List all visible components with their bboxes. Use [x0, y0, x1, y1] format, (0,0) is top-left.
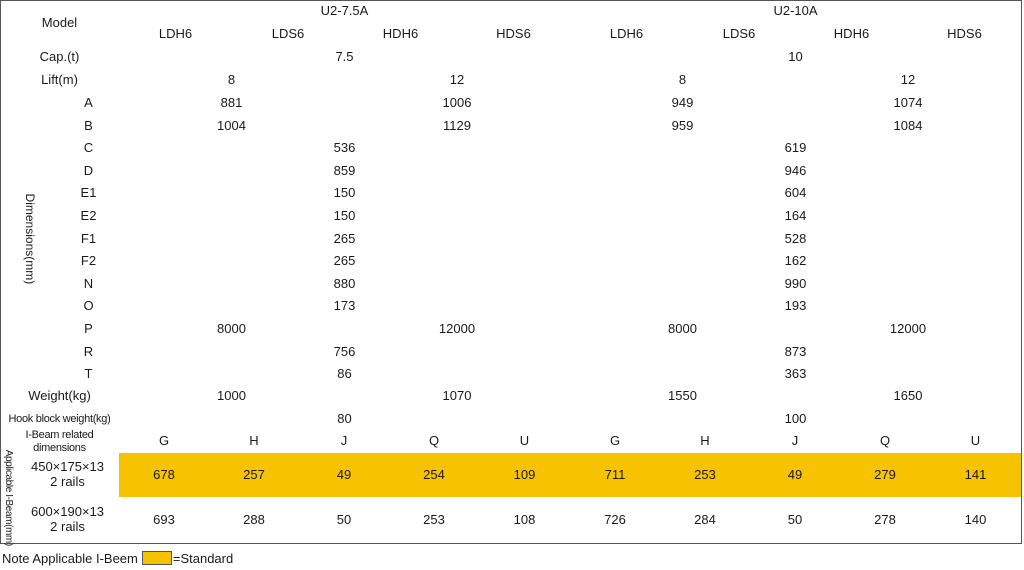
value-cell: 150	[119, 205, 571, 229]
dimension-key: R	[58, 341, 120, 364]
value-cell: 10	[570, 46, 1022, 70]
ibeam-value: 284	[660, 497, 751, 544]
model-cell: HDS6	[908, 23, 1022, 47]
value-cell: 873	[570, 341, 1022, 364]
beam-rails: 2 rails	[50, 474, 85, 489]
ibeam-value: 108	[479, 497, 571, 544]
value-cell: 859	[119, 160, 571, 183]
ibeam-value: 50	[750, 497, 841, 544]
dimension-key: P	[58, 318, 120, 342]
standard-swatch	[142, 551, 172, 565]
value-cell: 1074	[795, 92, 1022, 116]
dimension-key: N	[58, 273, 120, 296]
ibeam-value: 50	[299, 497, 390, 544]
model-cell: HDS6	[457, 23, 571, 47]
value-cell: 164	[570, 205, 1022, 229]
value-cell: 1000	[119, 385, 345, 409]
note-text: Note Applicable I-Beem	[2, 550, 138, 566]
row-label: Weight(kg)	[0, 385, 120, 409]
value-cell: 193	[570, 295, 1022, 319]
value-cell: 959	[570, 115, 796, 138]
value-cell: 1084	[795, 115, 1022, 138]
value-cell: 619	[570, 137, 1022, 161]
value-cell: 1129	[344, 115, 571, 138]
ibeam-value: 278	[840, 497, 931, 544]
model-cell: HDH6	[795, 23, 909, 47]
value-cell: 604	[570, 182, 1022, 206]
beam-spec	[16, 453, 120, 498]
beam-size: 450×175×13	[30, 459, 105, 475]
ibeam-value: 678	[119, 453, 210, 498]
value-cell: 363	[570, 363, 1022, 387]
dimension-key: T	[58, 363, 120, 387]
value-cell: 265	[119, 250, 571, 274]
ibeam-value: 711	[570, 453, 661, 498]
ibeam-column: J	[299, 430, 390, 454]
value-cell: 8	[570, 69, 796, 93]
value-cell: 1070	[344, 385, 571, 409]
beam-spec	[16, 497, 120, 544]
ibeam-column: G	[119, 430, 210, 454]
ibeam-side-label-text: Applicable I-Beam(mm)	[2, 449, 14, 547]
model-cell: LDS6	[232, 23, 345, 47]
ibeam-value: 49	[299, 453, 390, 498]
ibeam-value: 253	[389, 497, 480, 544]
value-cell: 7.5	[119, 46, 571, 70]
dimension-key: O	[58, 295, 120, 319]
ibeam-column: H	[209, 430, 300, 454]
ibeam-column: H	[660, 430, 751, 454]
ibeam-value: 141	[930, 453, 1022, 498]
value-cell: 990	[570, 273, 1022, 296]
value-cell: 1550	[570, 385, 796, 409]
ibeam-value: 257	[209, 453, 300, 498]
group-header: U2-7.5A	[119, 0, 571, 24]
ibeam-value: 253	[660, 453, 751, 498]
ibeam-column: U	[930, 430, 1022, 454]
model-cell: LDH6	[119, 23, 233, 47]
dimension-key: A	[58, 92, 120, 116]
value-cell: 1650	[795, 385, 1022, 409]
value-cell: 528	[570, 228, 1022, 251]
value-cell: 1006	[344, 92, 571, 116]
dimension-key: F1	[58, 228, 120, 251]
model-cell: LDH6	[570, 23, 684, 47]
value-cell: 536	[119, 137, 571, 161]
model-cell: HDH6	[344, 23, 458, 47]
ibeam-value: 288	[209, 497, 300, 544]
value-cell: 881	[119, 92, 345, 116]
value-cell: 1004	[119, 115, 345, 138]
value-cell: 8000	[119, 318, 345, 342]
legend-note	[2, 549, 233, 567]
model-header: Model	[0, 0, 120, 47]
value-cell: 12	[795, 69, 1022, 93]
dimension-key: D	[58, 160, 120, 183]
dimension-key: B	[58, 115, 120, 138]
ibeam-value: 726	[570, 497, 661, 544]
ibeam-column: G	[570, 430, 661, 454]
row-label: Hook block weight(kg)	[0, 408, 120, 431]
dimension-key: E1	[58, 182, 120, 206]
value-cell: 265	[119, 228, 571, 251]
model-cell: LDS6	[683, 23, 796, 47]
value-cell: 880	[119, 273, 571, 296]
row-label: I-Beam related dimensions	[0, 430, 120, 454]
value-cell: 150	[119, 182, 571, 206]
value-cell: 8	[119, 69, 345, 93]
value-cell: 8000	[570, 318, 796, 342]
ibeam-value: 254	[389, 453, 480, 498]
value-cell: 86	[119, 363, 571, 387]
ibeam-column: Q	[840, 430, 931, 454]
dimension-key: C	[58, 137, 120, 161]
row-label: Lift(m)	[0, 69, 120, 93]
value-cell: 162	[570, 250, 1022, 274]
group-header: U2-10A	[570, 0, 1022, 24]
ibeam-value: 693	[119, 497, 210, 544]
value-cell: 80	[119, 408, 571, 431]
value-cell: 946	[570, 160, 1022, 183]
ibeam-column: J	[750, 430, 841, 454]
value-cell: 12000	[795, 318, 1022, 342]
value-cell: 756	[119, 341, 571, 364]
value-cell: 100	[570, 408, 1022, 431]
value-cell: 12000	[344, 318, 571, 342]
dimensions-label-text: Dimensions(mm)	[22, 193, 37, 284]
beam-size: 600×190×13	[30, 504, 105, 520]
ibeam-value: 109	[479, 453, 571, 498]
ibeam-column: Q	[389, 430, 480, 454]
value-cell: 173	[119, 295, 571, 319]
beam-rails: 2 rails	[50, 519, 85, 534]
ibeam-column: U	[479, 430, 571, 454]
dimension-key: E2	[58, 205, 120, 229]
legend-text: =Standard	[172, 550, 234, 566]
dimension-key: F2	[58, 250, 120, 274]
row-label: Cap.(t)	[0, 46, 120, 70]
ibeam-value: 140	[930, 497, 1022, 544]
ibeam-value: 49	[750, 453, 841, 498]
value-cell: 12	[344, 69, 571, 93]
ibeam-value: 279	[840, 453, 931, 498]
dimensions-label	[0, 92, 59, 386]
ibeam-side-label	[0, 449, 17, 547]
value-cell: 949	[570, 92, 796, 116]
